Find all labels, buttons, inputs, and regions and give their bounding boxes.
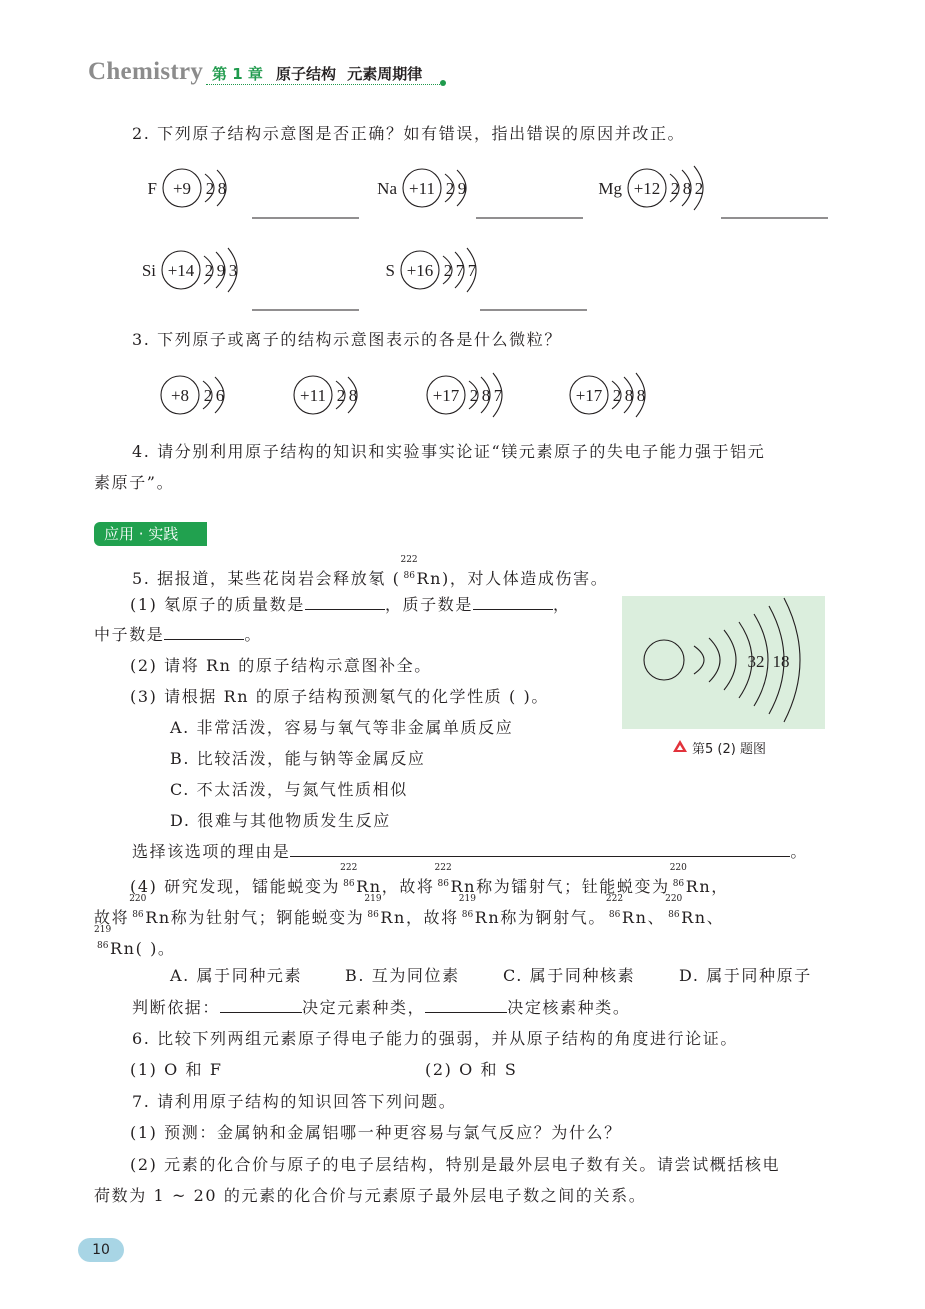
page-number: 10 [78, 1238, 124, 1262]
q5-option4-c: C. 属于同种核素 [503, 966, 636, 985]
q2-atom-1-shell-2: 8 [217, 179, 227, 198]
q2-atom-3 [598, 166, 703, 210]
q3-particle-1-shell-1: 2 [203, 386, 213, 405]
q5-part4-line3: 219 86 Rn( )。 [94, 925, 176, 958]
q2-atom-3-nucleus-charge: +12 [633, 179, 661, 198]
q3-particle-2-shell-1: 2 [336, 386, 346, 405]
q5-option-c: C. 不太活泼，与氮气性质相似 [170, 780, 408, 799]
q5-part4-line2: 故将 220 86 Rn称为钍射气；锕能蜕变为 219 86 Rn，故将 219 86 Rn称为锕射气。 222 86 Rn、 220 86 Rn、 [94, 894, 725, 927]
q3-particle-4-nucleus-charge: +17 [575, 386, 603, 405]
q3-particle-1-shell-2: 6 [215, 386, 225, 405]
q3-particle-4-shell-1: 2 [612, 386, 622, 405]
q3-particle-2-nucleus-charge: +11 [300, 386, 326, 405]
section-label: 应用 · 实践 [94, 522, 207, 546]
q6-item2: (2) O 和 S [425, 1060, 518, 1079]
q2-atom-5 [386, 248, 477, 292]
q5-reason: 选择该选项的理由是 。 [132, 842, 809, 861]
isotope-rn222: 222 86 [400, 555, 418, 581]
q2-atom-2-shell-1: 2 [445, 179, 455, 198]
q5-part4-line1: (4) 研究发现，镭能蜕变为 222 86 Rn，故将 222 86 Rn称为镭射气；钍能蜕变为 220 86 Rn， [130, 863, 729, 896]
header-divider [206, 84, 442, 85]
q3-particle-1 [161, 376, 224, 414]
q2-atom-3-symbol: Mg [598, 179, 622, 198]
q5-option-b: B. 比较活泼，能与钠等金属反应 [170, 749, 426, 768]
q2-atom-2-nucleus-circle [403, 169, 441, 207]
q2-atom-2-nucleus-charge: +11 [409, 179, 435, 198]
q3-particle-3-shell-1: 2 [469, 386, 479, 405]
header-title: 原子结构 元素周期律 [276, 65, 423, 83]
q2-atom-3-nucleus-circle [628, 169, 666, 207]
figure-rn-structure [622, 596, 825, 729]
q2-atom-1-shell-1: 2 [205, 179, 215, 198]
q5-option4-b: B. 互为同位素 [345, 966, 460, 985]
q2-atom-1-nucleus-charge: +9 [172, 179, 192, 198]
q2-atom-2-symbol: Na [377, 179, 397, 198]
q5-option-a: A. 非常活泼，容易与氧气等非金属单质反应 [170, 718, 514, 737]
q5-part1-cont: 中子数是 。 [94, 625, 263, 644]
header-chapter: 第 1 章 [212, 65, 263, 83]
q2-atom-1-symbol: F [147, 179, 157, 198]
q3-particle-3-nucleus-charge: +17 [432, 386, 460, 405]
q3-particle-2-shell-2: 8 [348, 386, 358, 405]
q2-atom-4-shell-3: 3 [228, 261, 238, 280]
q3-particle-2 [294, 376, 357, 414]
q3-particle-1-nucleus-charge: +8 [170, 386, 190, 405]
q7-part2-line2: 荷数为 1 ~ 20 的元素的化合价与元素原子最外层电子数之间的关系。 [94, 1186, 647, 1205]
q3-particle-1-nucleus-circle [161, 376, 199, 414]
q3-particle-4-nucleus-circle [570, 376, 608, 414]
q2-stem: 2. 下列原子结构示意图是否正确？如有错误，指出错误的原因并改正。 [132, 124, 686, 143]
q7-part2-line1: (2) 元素的化合价与原子的电子层结构，特别是最外层电子数有关。请尝试概括核电 [130, 1155, 781, 1174]
q2-atom-4 [142, 248, 237, 292]
q2-atom-4-shell-2: 9 [216, 261, 226, 280]
q7-stem: 7. 请利用原子结构的知识回答下列问题。 [132, 1092, 457, 1111]
q3-particle-3-nucleus-circle [427, 376, 465, 414]
q3-stem: 3. 下列原子或离子的结构示意图表示的各是什么微粒？ [132, 330, 562, 349]
q2-atom-4-symbol: Si [141, 261, 156, 280]
rn-shell-label-1: 32 [747, 652, 765, 671]
q5-part1: (1) 氡原子的质量数是 ，质子数是 ， [130, 595, 571, 614]
q4-line1: 4. 请分别利用原子结构的知识和实验事实论证“镁元素原子的失电子能力强于铝元 [132, 442, 766, 461]
answer-blank-element[interactable] [220, 998, 302, 1013]
q3-particle-4-shell-3: 8 [636, 386, 646, 405]
q5-basis: 判断依据： 决定元素种类， 决定核素种类。 [132, 998, 631, 1017]
q5-option4-d: D. 属于同种原子 [679, 966, 812, 985]
q4-line2: 素原子”。 [94, 473, 175, 492]
q2-atom-4-nucleus-circle [162, 251, 200, 289]
q5-option4-a: A. 属于同种元素 [170, 966, 303, 985]
q3-particle-4-shell-2: 8 [624, 386, 634, 405]
header-dot [440, 80, 446, 86]
q2-atom-1-nucleus-circle [163, 169, 201, 207]
q2-atom-3-shell-1: 2 [670, 179, 680, 198]
q3-particle-3-shell-2: 8 [481, 386, 491, 405]
q2-atom-2-shell-2: 9 [457, 179, 467, 198]
figure-caption: 第5 (2) 题图 [692, 742, 766, 757]
q5-stem: 5. 据报道，某些花岗岩会释放氡 ( 222 86 Rn)，对人体造成伤害。 [132, 555, 609, 588]
answer-blank-neutron[interactable] [164, 625, 244, 640]
q7-part1: (1) 预测：金属钠和金属铝哪一种更容易与氯气反应？为什么？ [130, 1123, 622, 1142]
q2-atom-5-nucleus-circle [401, 251, 439, 289]
q2-atom-5-shell-1: 2 [443, 261, 453, 280]
q5-part3: (3) 请根据 Rn 的原子结构预测氡气的化学性质 ( )。 [130, 687, 549, 706]
q2-atom-5-symbol: S [385, 261, 395, 280]
header-brand: Chemistry [88, 58, 204, 85]
q2-atom-5-shell-2: 7 [455, 261, 465, 280]
answer-blank-nuclide[interactable] [425, 998, 507, 1013]
q5-option-d: D. 很难与其他物质发生反应 [170, 811, 391, 830]
q6-item1: (1) O 和 F [130, 1060, 223, 1079]
answer-blank-reason[interactable] [290, 842, 790, 857]
q2-atom-3-shell-3: 2 [694, 179, 704, 198]
q3-particle-3 [427, 373, 503, 417]
triangle-icon [672, 739, 688, 753]
q2-atom-3-shell-2: 8 [682, 179, 692, 198]
q3-particle-2-nucleus-circle [294, 376, 332, 414]
q2-atom-1 [148, 169, 227, 207]
answer-blank-mass[interactable] [305, 595, 385, 610]
answer-blank-proton[interactable] [473, 595, 553, 610]
rn-shell-label-2: 18 [772, 652, 790, 671]
q2-atom-4-nucleus-charge: +14 [167, 261, 195, 280]
q6-stem: 6. 比较下列两组元素原子得电子能力的强弱，并从原子结构的角度进行论证。 [132, 1029, 738, 1048]
q3-particle-4 [570, 373, 645, 417]
q2-atom-4-shell-1: 2 [204, 261, 214, 280]
q3-particle-3-shell-3: 7 [493, 386, 503, 405]
q2-atom-5-shell-3: 7 [467, 261, 477, 280]
q2-atom-2 [377, 169, 466, 207]
q5-part2: (2) 请将 Rn 的原子结构示意图补全。 [130, 656, 432, 675]
q2-atom-5-nucleus-charge: +16 [406, 261, 434, 280]
